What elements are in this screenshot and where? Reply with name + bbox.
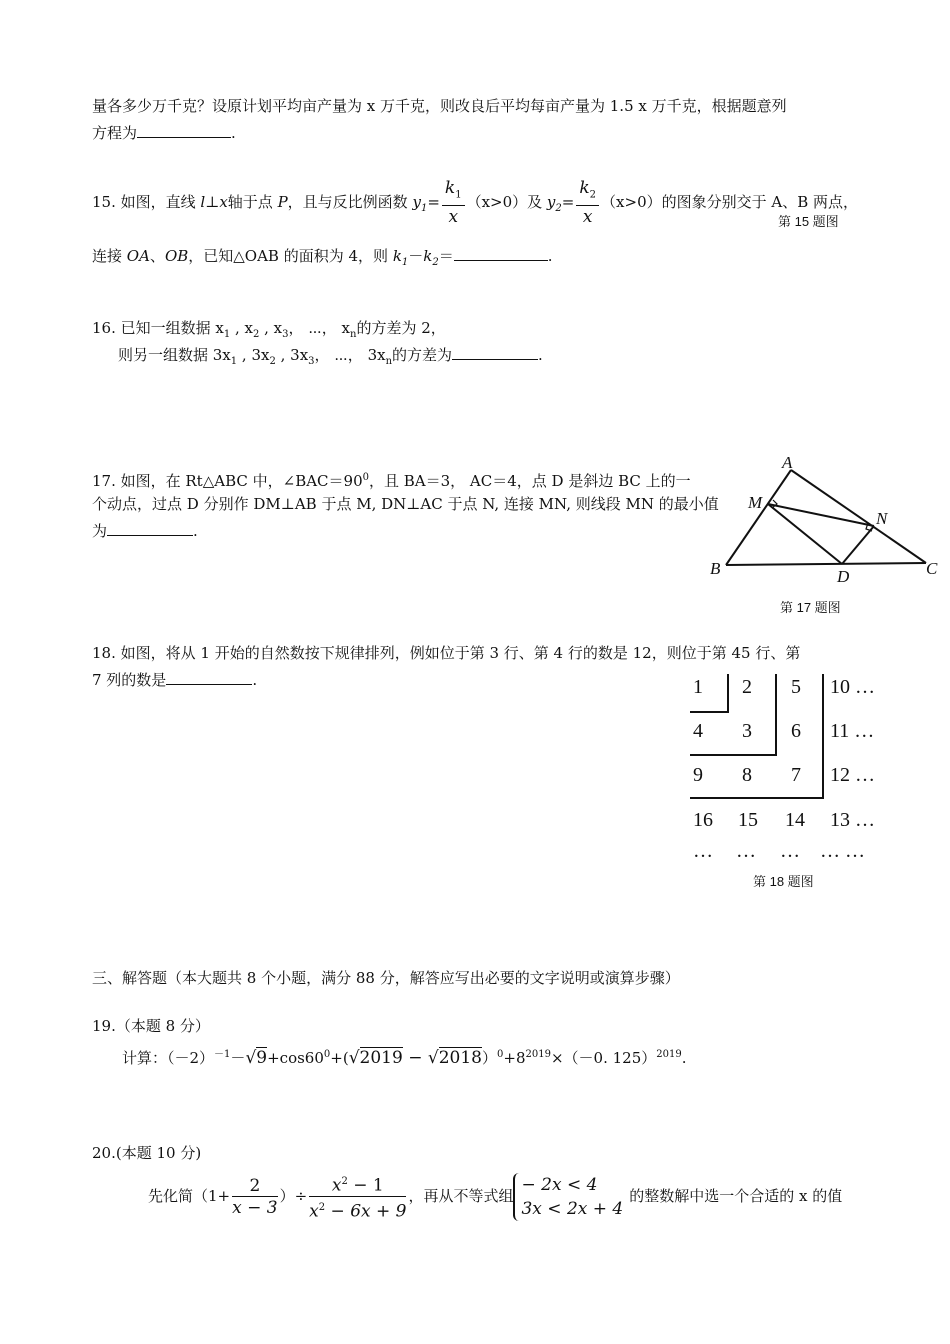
section3-heading: 三、解答题（本大题共 8 个小题，满分 88 分，解答应写出必要的文字说明或演算步骤） [92, 969, 680, 987]
q18-cell-4-1: 16 [693, 809, 713, 831]
q18-cell-1-2: 2 [742, 676, 752, 698]
q15-x: x [219, 193, 228, 212]
q17-triangle-figure [700, 450, 950, 585]
q18-answer-blank [166, 669, 252, 685]
q15-line1 [92, 178, 858, 228]
q20-num2sup: 2 [341, 1176, 348, 1187]
q15-kk1: k [392, 247, 402, 265]
q18-caption: 第 18 题图 [753, 874, 814, 889]
q16-t2: 2 [269, 356, 276, 367]
q19-end: . [681, 1049, 687, 1067]
q19-exp1: －1 [214, 1049, 231, 1060]
q17-label-M: M [748, 493, 763, 512]
q20-inequality-system [513, 1173, 623, 1221]
q15-perp: ⊥ [205, 193, 220, 212]
q17-end: . [193, 522, 198, 540]
q15-minus: － [408, 247, 424, 265]
q17-label-C: C [926, 559, 938, 578]
q16-sn: n [350, 329, 357, 340]
q15-k2: k [579, 178, 590, 198]
q15-k1sub: 1 [455, 189, 462, 201]
q16-t3: 3 [308, 356, 315, 367]
q15-end: . [547, 247, 553, 265]
q15-eq2: ＝ [438, 247, 454, 265]
q15-pre: 15. 如图，直线 [92, 193, 201, 212]
q19-zero: 0 [497, 1049, 504, 1060]
q16-line1 [92, 318, 446, 345]
q14-line2-text: 方程为 [92, 124, 138, 142]
q18-cell-3-1: 9 [693, 764, 703, 786]
q19-cos: +cos60 [267, 1049, 324, 1067]
q15-caption: 第 15 题图 [778, 214, 839, 229]
q18-cell-1-3: 5 [791, 676, 801, 698]
q14-line1: 量各多少万千克？设原计划平均亩产量为 x 万千克，则改良后平均每亩产量为 1.5 x 万千克，根据题意列 [92, 97, 787, 115]
q15-y2: y [546, 193, 556, 212]
q15-kk-sub1: 1 [401, 257, 409, 268]
q20-den1: x − 3 [232, 1197, 278, 1218]
q17-segment-DM [768, 504, 842, 564]
q20-pre: 先化简（1+ [148, 1187, 231, 1206]
q17-l3: 为 [92, 522, 108, 540]
q15-k1: k [444, 178, 456, 198]
q19-sqrtB-value: 2018 [438, 1048, 482, 1068]
q17-segment-DN [842, 526, 874, 564]
q18-cell-1-4: 10 … [830, 676, 875, 698]
q17-l1b: ，且 BA＝3， AC＝4，点 D 是斜边 BC 上的一 [369, 472, 691, 490]
q19-sqrtB [428, 1047, 482, 1068]
q20-post1: ）÷ [279, 1187, 308, 1206]
q15-line2 [92, 245, 553, 273]
q20-title: 20.(本题 10 分) [92, 1144, 202, 1162]
q15-tail: （x>0）的图象分别交于 A、B 两点， [601, 193, 859, 212]
q18-cell-5-4: … … [820, 840, 865, 862]
q16-end: . [538, 346, 543, 364]
radical-sign-icon-3: √ [427, 1048, 439, 1068]
q19-mid: − [402, 1048, 428, 1068]
q15-mid1: 轴于点 [227, 193, 278, 212]
q16-c1: , x [230, 319, 253, 337]
q17-line3 [92, 520, 198, 541]
q15-den1: x [448, 207, 459, 228]
q15-line2a: 连接 [92, 247, 127, 265]
q18-cell-2-1: 4 [693, 720, 703, 742]
q16-l1b: 的方差为 2， [356, 319, 446, 337]
q18-line1: 18. 如图，将从 1 开始的自然数按下规律排列，例如位于第 3 行、第 4 行的数是 12，则位于第 45 行、第 [92, 644, 801, 662]
q18-cell-2-3: 6 [791, 720, 801, 742]
q18-cell-1-1: 1 [693, 676, 703, 698]
q15-y1sub: 1 [420, 203, 428, 215]
q20-den2sup: 2 [318, 1201, 326, 1213]
q20-ineq1: − 2x < 4 [521, 1175, 598, 1196]
q16-answer-blank [452, 344, 538, 360]
q15-P: P [277, 193, 288, 212]
q18-cell-3-4: 12 … [830, 764, 875, 786]
q17-l1: 17. 如图，在 Rt△ABC 中，∠BAC＝90 [92, 472, 363, 490]
q19-p8: +8 [503, 1049, 526, 1067]
q16-c3: ， ⋯， x [288, 319, 351, 337]
radical-sign-icon: √ [245, 1048, 257, 1068]
q18-cell-2-2: 3 [742, 720, 752, 742]
q17-label-A: A [782, 453, 793, 472]
q18-cell-2-4: 11 … [830, 720, 875, 742]
q20-num2b: − 1 [347, 1175, 384, 1196]
q20-fraction-2 [309, 1172, 406, 1222]
q17-side-BA [726, 470, 791, 565]
q17-label-B: B [710, 559, 721, 578]
q18-cell-4-2: 15 [738, 809, 758, 831]
q18-cell-3-2: 8 [742, 764, 752, 786]
q19-expression [122, 1042, 686, 1071]
q15-kk2: k [423, 247, 433, 265]
radical-sign-icon-2: √ [348, 1048, 360, 1068]
q19-exp2019b: 2019 [656, 1049, 682, 1060]
q20-expression [148, 1172, 842, 1226]
q17-caption: 第 17 题图 [780, 600, 841, 615]
q18-cell-4-4: 13 … [830, 809, 875, 831]
q16-l2b: 的方差为 [392, 346, 453, 364]
q15-y2sub: 2 [555, 203, 562, 215]
q16-s2: 2 [253, 329, 260, 340]
q16-c2: , x [259, 319, 283, 337]
q19-times: ×（－0. 125） [550, 1049, 657, 1067]
q19-sqrtA [349, 1047, 403, 1068]
q15-answer-blank [454, 245, 548, 261]
q19-sqrt9 [245, 1047, 267, 1068]
q15-eq-2: = [561, 193, 575, 212]
q14-answer-blank [137, 122, 231, 138]
q19-calc: 计算：（－2） [122, 1049, 215, 1067]
q16-l2a: 则另一组数据 3x [118, 346, 231, 364]
q17-answer-blank [107, 520, 193, 536]
q17-line1 [92, 468, 691, 491]
q15-line2b: ，已知△OAB 的面积为 4，则 [188, 247, 393, 265]
q14-line2 [92, 122, 236, 143]
q15-eq: = [427, 193, 440, 212]
q18-layer-3-border [690, 674, 823, 798]
q18-line2 [92, 669, 257, 690]
q17-line2: 个动点，过点 D 分别作 DM⊥AB 于点 M, DN⊥AC 于点 N, 连接 MN, 则线段 MN 的最小值 [92, 495, 719, 513]
q16-line2 [118, 344, 543, 372]
q15-l: l [200, 193, 206, 212]
q17-label-D: D [837, 567, 850, 585]
q18-cell-5-3: … [780, 840, 800, 862]
q18-cell-4-3: 14 [785, 809, 805, 831]
q15-OA: OA [126, 247, 150, 265]
q15-OB: OB [164, 247, 189, 265]
q17-side-BC [726, 563, 926, 565]
q17-label-N: N [876, 509, 888, 528]
q20-mid: ，再从不等式组 [408, 1187, 514, 1206]
q20-fraction-1 [232, 1176, 277, 1219]
q19-sqrt9-value: 9 [256, 1048, 268, 1068]
q18-number-grid [690, 672, 900, 862]
q15-fraction-2 [576, 178, 599, 228]
q19-exp2019: 2019 [525, 1049, 551, 1060]
q19-deg0: 0 [323, 1049, 331, 1060]
q19-plus: +( [330, 1049, 349, 1067]
q16-l1a: 16. 已知一组数据 x [92, 319, 224, 337]
q16-s3: 3 [282, 329, 289, 340]
q20-ineq2: 3x < 2x + 4 [521, 1199, 624, 1220]
q17-side-AC [791, 470, 926, 563]
q15-den2: x [582, 207, 593, 228]
q18-cell-3-3: 7 [791, 764, 801, 786]
q20-den2b: − 6x + 9 [325, 1201, 407, 1222]
q16-t1: 1 [230, 356, 238, 367]
q19-paren: ） [481, 1049, 497, 1067]
q17-segment-MN [768, 504, 874, 526]
q20-num1: 2 [232, 1176, 277, 1197]
q15-k2sub: 2 [589, 189, 597, 201]
q15-cond1: （x>0）及 [466, 193, 547, 212]
q15-y1: y [412, 193, 421, 212]
q20-den2a: x [309, 1201, 319, 1222]
q18-l2: 7 列的数是 [92, 671, 167, 689]
q19-sqrtA-value: 2019 [359, 1048, 403, 1068]
q16-c4: , 3x [237, 346, 270, 364]
q15-mid2: ，且与反比例函数 [287, 193, 413, 212]
q18-end: . [252, 671, 258, 689]
q19-title: 19.（本题 8 分） [92, 1017, 210, 1035]
q17-deg: 0 [362, 472, 369, 483]
q18-cell-5-2: … [736, 840, 756, 862]
q15-kk-sub2: 2 [432, 257, 439, 268]
q15-fraction-1 [442, 178, 465, 228]
q19-minus: － [230, 1049, 246, 1067]
q14-end: . [231, 124, 236, 142]
q16-c6: ， ⋯， 3x [314, 346, 386, 364]
q16-tn: n [385, 356, 393, 367]
q20-tail: 的整数解中选一个合适的 x 的值 [629, 1187, 843, 1206]
q20-num2: x [331, 1175, 342, 1196]
q18-cell-5-1: … [693, 840, 713, 862]
q16-s1: 1 [223, 329, 231, 340]
q16-c5: , 3x [275, 346, 309, 364]
q15-sep: 、 [149, 247, 165, 265]
